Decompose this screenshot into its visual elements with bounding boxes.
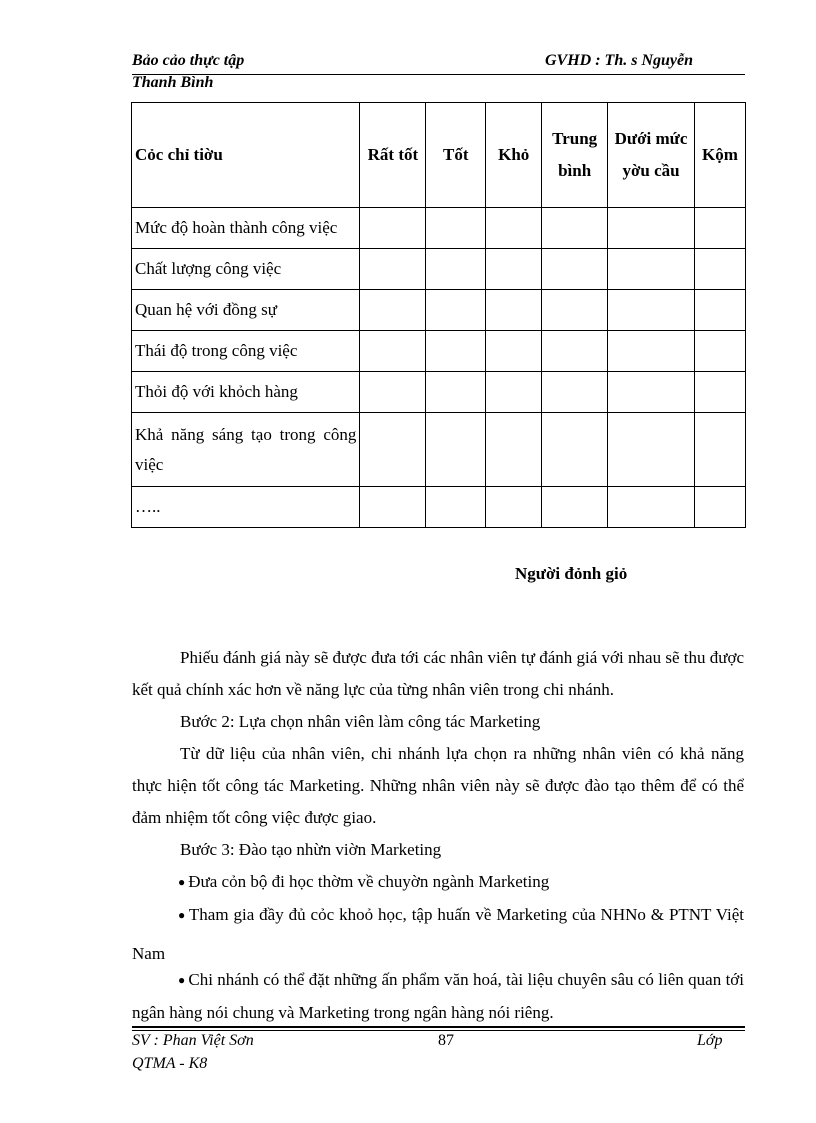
rating-cell: [608, 487, 695, 528]
rating-cell: [486, 487, 542, 528]
rating-cell: [360, 413, 426, 487]
header-report-title: Bảo cảo thực tập: [132, 52, 245, 69]
rating-cell: [608, 208, 695, 249]
rating-cell: [542, 290, 608, 331]
rating-cell: [486, 208, 542, 249]
footer-student: SV : Phan Việt Sơn: [132, 1032, 254, 1049]
step-3-heading: Bước 3: Đào tạo nhừn viờn Marketing: [180, 840, 442, 859]
table-header-row: [132, 103, 746, 208]
footer-rule: [132, 1026, 745, 1028]
rating-cell: [608, 413, 695, 487]
footer-class-code: QTMA - K8: [132, 1055, 208, 1072]
bullet-text: Tham gia đầy đủ cỏc khoỏ học, tập huấn về Marketing của NHNo & PTNT Việt: [188, 905, 744, 924]
rating-cell: [542, 331, 608, 372]
criterion-cell: Chất lượng công việc: [132, 249, 360, 290]
paragraph: Phiếu đánh giá này sẽ được đưa tới các nhân viên tự đánh giá với nhau sẽ thu được kết quả chính xác hơn về năng lực của từng nhân viên trong chi nhánh.: [132, 648, 744, 699]
table-row: [132, 208, 746, 249]
evaluation-table: [131, 102, 746, 528]
rating-cell: [426, 372, 486, 413]
criterion-cell: Khả năng sáng tạo trong công việc: [132, 413, 360, 487]
bullet-item: [132, 899, 744, 964]
criterion-cell: Quan hệ với đồng sự: [132, 290, 360, 331]
rating-cell: [542, 208, 608, 249]
bullet-icon: ●: [178, 973, 186, 987]
bullet-text: Đưa cỏn bộ đi học thờm về chuyờn ngành Marketing: [188, 872, 550, 891]
rating-cell: [694, 208, 745, 249]
column-header: Cỏc chỉ tiờu: [132, 103, 360, 208]
column-header: Tốt: [426, 103, 486, 208]
rating-cell: [694, 290, 745, 331]
step-2-heading: Bước 2: Lựa chọn nhân viên làm công tác Marketing: [180, 712, 541, 731]
rating-cell: [694, 331, 745, 372]
table-row: [132, 413, 746, 487]
rating-cell: [694, 487, 745, 528]
rating-cell: [542, 487, 608, 528]
rating-cell: [486, 331, 542, 372]
rating-cell: [694, 249, 745, 290]
table-row: [132, 487, 746, 528]
rating-cell: [426, 249, 486, 290]
header-advisor-continued: Thanh Bình: [132, 74, 214, 91]
table-row: [132, 249, 746, 290]
bullet-text: Chi nhánh có thể đặt những ấn phẩm văn hoá, tài liệu chuyên sâu có liên quan tới ngân hàng nói chung và Marketing trong ngân hàng nói riêng.: [132, 970, 745, 1022]
rating-cell: [608, 372, 695, 413]
bullet-icon: ●: [178, 908, 186, 922]
rating-cell: [608, 290, 695, 331]
evaluator-signature-label: Người đỏnh giỏ: [515, 564, 628, 583]
table-row: [132, 372, 746, 413]
bullet-text-tail: Nam: [132, 944, 166, 963]
column-header: Trung bình: [542, 103, 608, 208]
rating-cell: [486, 372, 542, 413]
header-advisor: GVHD : Th. s Nguyễn: [545, 52, 694, 69]
footer-rule: [132, 1030, 745, 1031]
rating-cell: [426, 331, 486, 372]
rating-cell: [426, 290, 486, 331]
rating-cell: [694, 372, 745, 413]
rating-cell: [360, 290, 426, 331]
rating-cell: [542, 413, 608, 487]
rating-cell: [360, 208, 426, 249]
rating-cell: [426, 208, 486, 249]
column-header: Dưới mức yờu cầu: [608, 103, 695, 208]
column-header: Khỏ: [486, 103, 542, 208]
rating-cell: [608, 249, 695, 290]
rating-cell: [542, 249, 608, 290]
column-header: Rất tốt: [360, 103, 426, 208]
column-header: Kộm: [694, 103, 745, 208]
table-row: [132, 290, 746, 331]
bullet-icon: ●: [178, 875, 186, 889]
rating-cell: [360, 249, 426, 290]
rating-cell: [426, 413, 486, 487]
rating-cell: [694, 413, 745, 487]
rating-cell: [426, 487, 486, 528]
rating-cell: [542, 372, 608, 413]
rating-cell: [486, 290, 542, 331]
paragraph: Từ dữ liệu của nhân viên, chi nhánh lựa chọn ra những nhân viên có khả năng thực hiện tốt công tác Marketing. Những nhân viên này sẽ được đào tạo thêm để có thể đảm nhiệm tốt công việc được giao.: [132, 744, 744, 827]
criterion-cell: Thỏi độ với khỏch hàng: [132, 372, 360, 413]
bullet-item: [132, 866, 744, 899]
rating-cell: [486, 413, 542, 487]
criterion-cell: Thái độ trong công việc: [132, 331, 360, 372]
rating-cell: [360, 331, 426, 372]
bullet-item: [132, 964, 744, 1029]
page-number: 87: [438, 1032, 454, 1049]
header-rule: [132, 74, 745, 75]
footer-class-label: Lớp: [697, 1032, 723, 1049]
table-row: [132, 331, 746, 372]
rating-cell: [360, 487, 426, 528]
criterion-cell: Mức độ hoàn thành công việc: [132, 208, 360, 249]
criterion-cell: …..: [132, 487, 360, 528]
rating-cell: [360, 372, 426, 413]
body-text: [132, 642, 744, 1029]
rating-cell: [608, 331, 695, 372]
rating-cell: [486, 249, 542, 290]
